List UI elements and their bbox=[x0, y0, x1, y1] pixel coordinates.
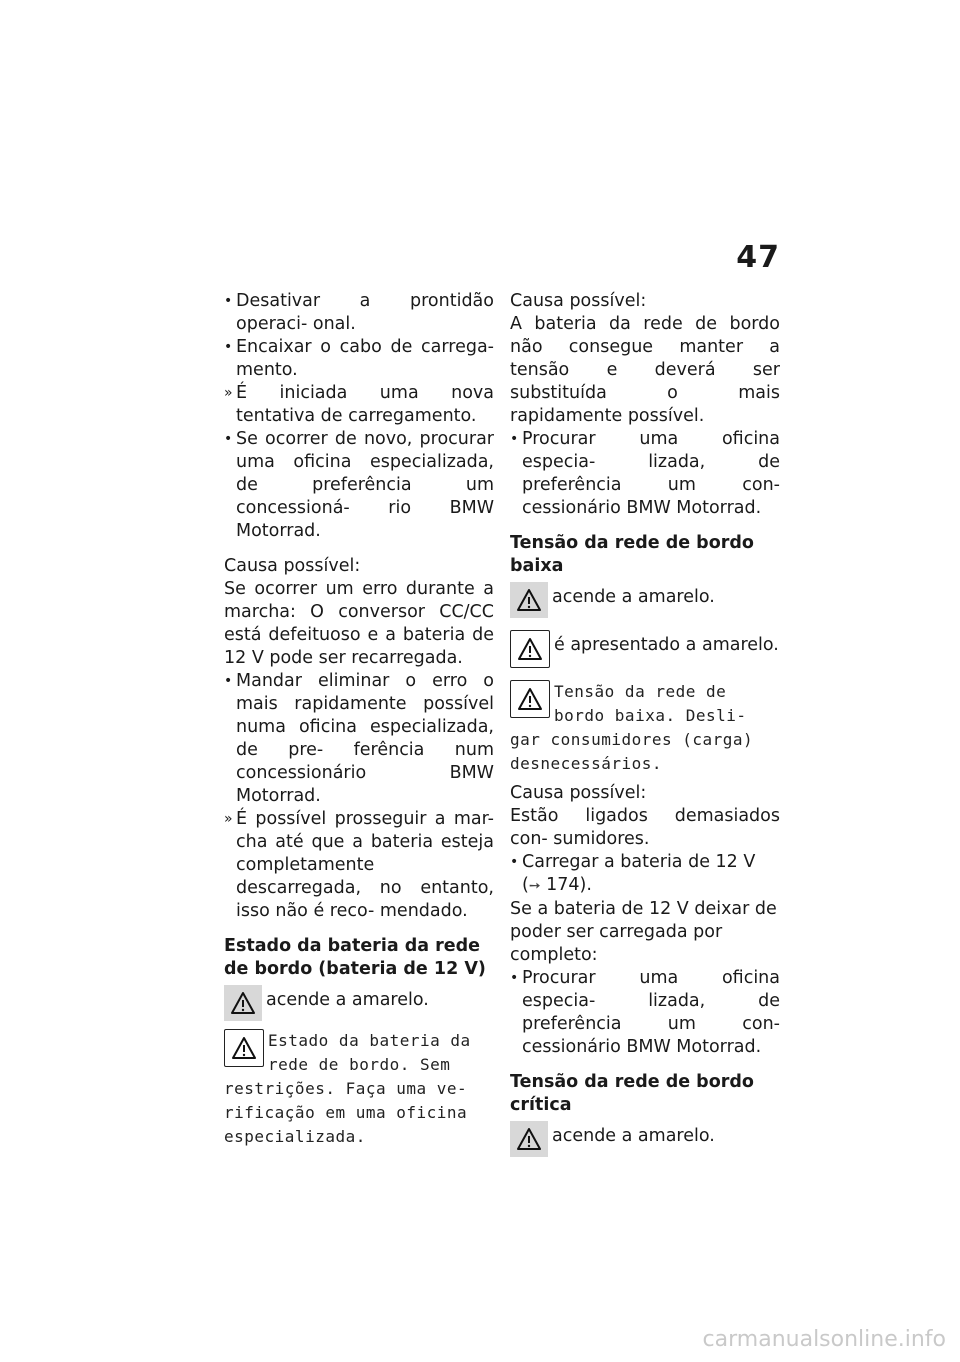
warning-light-text: acende a amarelo. bbox=[266, 990, 429, 1010]
section-heading: Estado da bateria da rede de bordo (bateria de 12 V) bbox=[224, 936, 486, 979]
list-item: • Carregar a bateria de 12 V (➙ 174). bbox=[510, 852, 756, 895]
display-message: Tensão da rede de bordo baixa. Desli- gar consumidores (carga) desnecessários. bbox=[510, 682, 754, 773]
warning-triangle-icon bbox=[510, 582, 548, 618]
list-item: » É possível prosseguir a mar- cha até que a bateria esteja completamente descarregada, no entanto, isso não é reco- mendado. bbox=[224, 809, 494, 921]
list-item: • Procurar uma oficina especia- lizada, de preferência um con- cessionário BMW Motorrad. bbox=[510, 968, 780, 1057]
page-number: 47 bbox=[736, 240, 780, 275]
warning-triangle-icon bbox=[510, 1121, 548, 1157]
page-reference[interactable]: 174). bbox=[546, 875, 592, 895]
list-item: • Encaixar o cabo de carrega- mento. bbox=[224, 337, 494, 380]
cause-text: Estão ligados demasiados con- sumidores. bbox=[510, 806, 780, 849]
warning-light-row bbox=[510, 582, 780, 618]
display-message-block bbox=[510, 680, 780, 776]
warning-light-text: acende a amarelo. bbox=[552, 587, 715, 607]
display-message: Estado da bateria da rede de bordo. Sem restrições. Faça uma ve- rificação em uma oficina especializada. bbox=[224, 1031, 471, 1146]
list-item: • Desativar a prontidão operaci- onal. bbox=[224, 291, 494, 334]
warning-triangle-icon bbox=[224, 1029, 264, 1067]
warning-triangle-icon bbox=[510, 630, 550, 668]
warning-light-row bbox=[224, 985, 494, 1021]
list-item: • Procurar uma oficina especia- lizada, de preferência um con- cessionário BMW Motorrad. bbox=[510, 429, 780, 518]
warning-triangle-icon bbox=[510, 680, 550, 718]
list-item: • Mandar eliminar o erro o mais rapidamente possível numa oficina especializada, de pre- ferência num concessionário BMW Motorrad. bbox=[224, 671, 494, 806]
list-item: » É iniciada uma nova tentativa de carregamento. bbox=[224, 383, 494, 426]
cause-text: A bateria da rede de bordo não consegue manter a tensão e deverá ser substituída o mais rapidamente possível. bbox=[510, 314, 780, 426]
section-heading: Tensão da rede de bordo crítica bbox=[510, 1072, 754, 1115]
cause-label: Causa possível: bbox=[510, 783, 647, 803]
section-heading: Tensão da rede de bordo baixa bbox=[510, 533, 754, 576]
cause-label: Causa possível: bbox=[224, 556, 361, 576]
cause-text: Se a bateria de 12 V deixar de poder ser carregada por completo: bbox=[510, 899, 777, 965]
list-item: • Se ocorrer de novo, procurar uma oficina especializada, de preferência um concessioná- rio BMW Motorrad. bbox=[224, 429, 494, 541]
cause-label: Causa possível: bbox=[510, 291, 647, 311]
warning-symbol-row bbox=[510, 630, 780, 668]
watermark: carmanualsonline.info bbox=[702, 1327, 946, 1352]
warning-light-text: acende a amarelo. bbox=[552, 1126, 715, 1146]
right-column bbox=[510, 290, 780, 1157]
warning-light-row bbox=[510, 1121, 780, 1157]
warning-triangle-icon bbox=[224, 985, 262, 1021]
warning-symbol-text: é apresentado a amarelo. bbox=[554, 635, 779, 655]
left-column bbox=[224, 290, 494, 1149]
arrow-right-icon: ➙ bbox=[528, 878, 541, 894]
display-message-block bbox=[224, 1029, 494, 1149]
cause-text: Se ocorrer um erro durante a marcha: O conversor CC/CC está defeituoso e a bateria de 12 V pode ser recarregada. bbox=[224, 579, 494, 668]
